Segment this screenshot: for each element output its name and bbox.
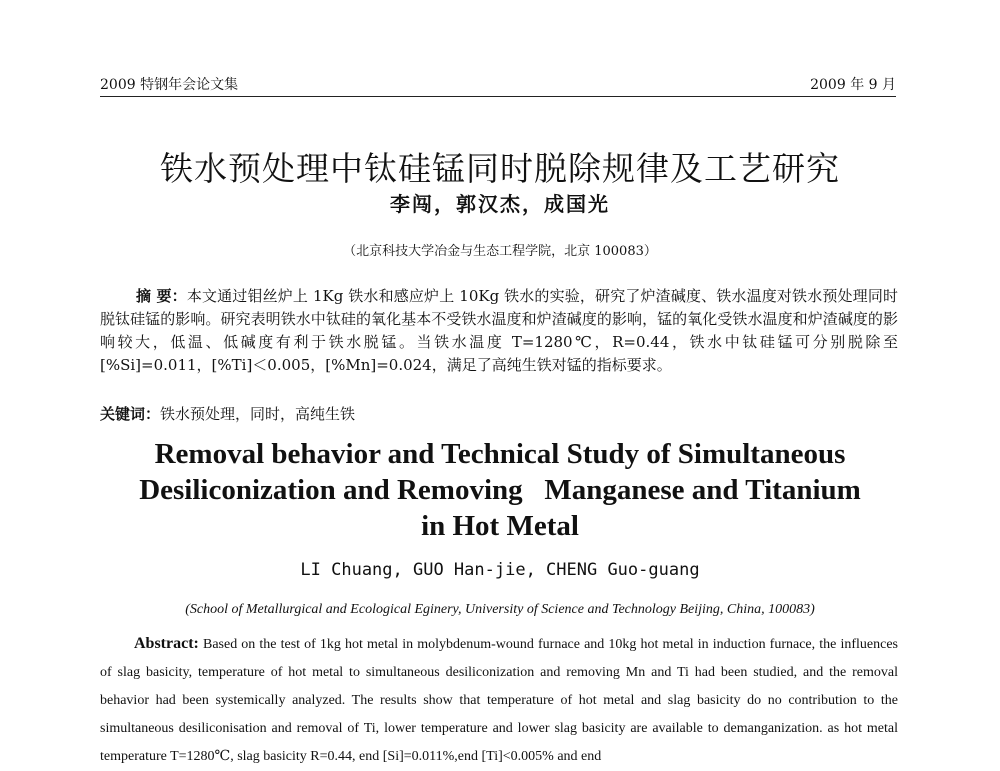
chinese-abstract	[100, 285, 898, 377]
running-header	[100, 72, 896, 97]
chinese-abstract-label: 摘 要：	[136, 287, 187, 305]
header-date: 2009 年 9 月	[810, 77, 896, 93]
chinese-authors: 李闯，郭汉杰，成国光	[390, 192, 610, 216]
chinese-affiliation: （北京科技大学冶金与生态工程学院，北京 100083）	[343, 244, 657, 259]
header-proceedings-title: 2009 特钢年会论文集	[100, 77, 239, 93]
english-title-line: Removal behavior and Technical Study of Simultaneous	[154, 438, 846, 470]
english-abstract-text: Based on the test of 1kg hot metal in molybdenum-wound furnace and 10kg hot metal in induction furnace, the influences of slag basicity, temperature of hot metal to simultaneous desiliconization and removing Mn and Ti had been studied, and the removal behavior had been systemically analyzed. The results show that temperature of hot metal and slag basicity do no contribution to the simultaneous desiliconisation and removal of Ti, lower temperature and lower slag basicity are available to demanganization. as hot metal temperature T=1280℃, slag basicity R=0.44, end [Si]=0.011%,end [Ti]<0.005% and end	[100, 637, 898, 764]
chinese-keywords-text: 铁水预处理，同时，高纯生铁	[160, 405, 356, 423]
english-title	[80, 436, 920, 544]
chinese-keywords-label: 关键词：	[100, 405, 161, 423]
english-title-line: Desiliconization and Removing Manganese and Titanium	[139, 474, 861, 506]
english-abstract	[100, 630, 898, 771]
english-authors: LI Chuang, GUO Han-jie, CHENG Guo-guang	[300, 560, 700, 580]
english-abstract-label: Abstract:	[134, 635, 199, 652]
english-affiliation: (School of Metallurgical and Ecological Eginery, University of Science and Technology Beijing, China, 100083)	[185, 602, 815, 617]
chinese-abstract-text: 本文通过钼丝炉上 1Kg 铁水和感应炉上 10Kg 铁水的实验，研究了炉渣碱度、铁水温度对铁水预处理同时脱钛硅锰的影响。研究表明铁水中钛硅的氧化基本不受铁水温度和炉渣碱度的影响，锰的氧化受铁水温度和炉渣碱度的影响较大，低温、低碱度有利于铁水脱锰。当铁水温度 T=1280℃，R=0.44，铁水中钛硅锰可分别脱除至[%Si]=0.011，[%Ti]＜0.005，[%Mn]=0.024，满足了高纯生铁对锰的指标要求。	[100, 287, 898, 374]
chinese-title: 铁水预处理中钛硅锰同时脱除规律及工艺研究	[160, 149, 840, 188]
english-title-line: in Hot Metal	[421, 510, 579, 542]
chinese-keywords	[100, 403, 355, 424]
